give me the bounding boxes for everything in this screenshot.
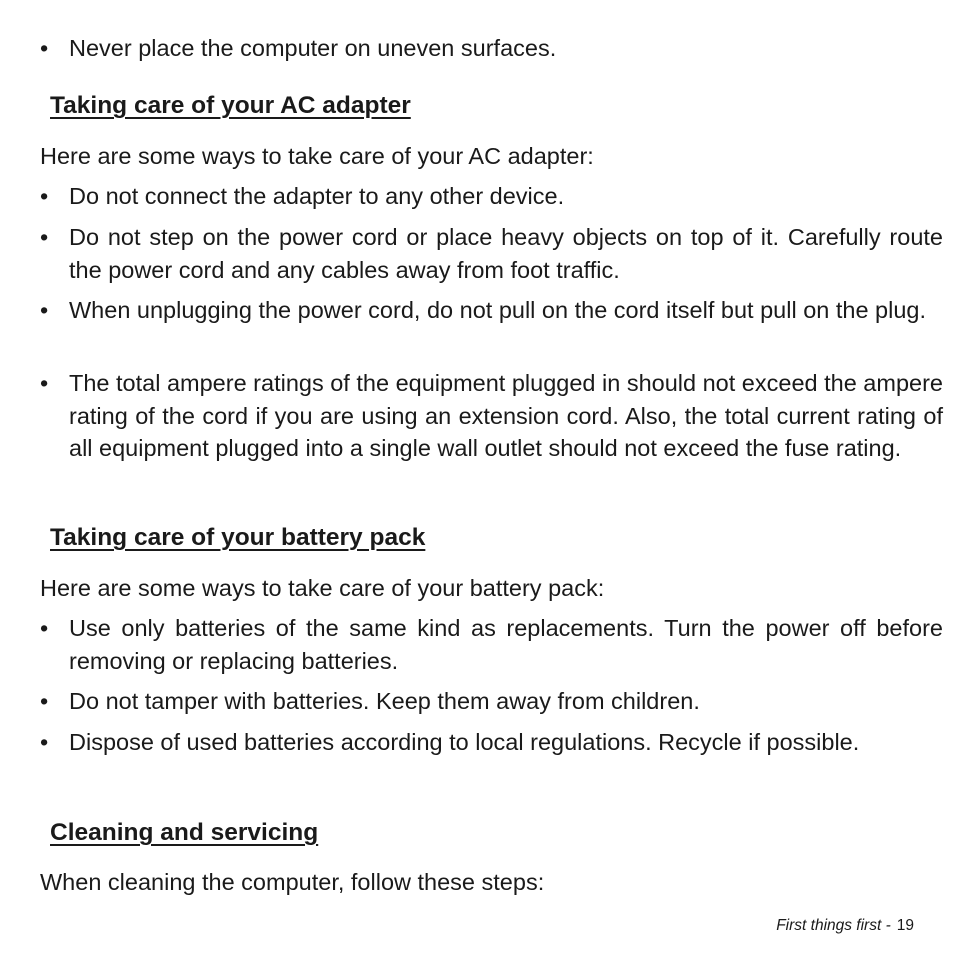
bullet-glyph: • [40,297,49,323]
list-item-text: Use only batteries of the same kind as replacements. Turn the power off before removing or replacing batteries. [69,615,943,674]
bullet-glyph: • [40,615,49,641]
bullet-glyph: • [40,35,49,61]
page-footer [776,917,914,935]
list-item-text: Do not tamper with batteries. Keep them away from children. [69,688,700,714]
section-intro: When cleaning the computer, follow these steps: [40,869,545,895]
section-heading-cleaning: Cleaning and servicing [50,819,319,846]
list-item-text: Do not step on the power cord or place heavy objects on top of it. Carefully route the power cord and any cables away from foot traffic. [69,224,943,283]
list-item-text: The total ampere ratings of the equipment plugged in should not exceed the ampere rating of the cord if you are using an extension cord. Also, the total current rating of all equipment plugged into a single wall outlet should not exceed the fuse rating. [69,370,943,461]
section-heading-ac-adapter: Taking care of your AC adapter [50,92,411,119]
list-item [40,685,943,718]
bullet-glyph: • [40,688,49,714]
bullet-glyph: • [40,370,49,396]
bullet-glyph: • [40,729,49,755]
section-intro: Here are some ways to take care of your AC adapter: [40,143,594,169]
list-item [40,612,943,677]
section-heading-battery-pack: Taking care of your battery pack [50,524,426,551]
page-number: 19 [896,917,914,934]
list-item [40,726,943,759]
list-item [40,294,943,327]
list-item-text: Dispose of used batteries according to local regulations. Recycle if possible. [69,729,860,755]
list-item [40,367,943,465]
bullet-glyph: • [40,183,49,209]
section-intro: Here are some ways to take care of your battery pack: [40,575,605,601]
bullet-glyph: • [40,224,49,250]
list-item [40,221,943,286]
list-item-text: When unplugging the power cord, do not pull on the cord itself but pull on the plug. [69,297,927,323]
list-item [40,180,943,213]
list-item [40,32,943,65]
footer-label: First things first - [776,917,891,934]
list-item-text: Do not connect the adapter to any other device. [69,183,565,209]
list-item-text: Never place the computer on uneven surfaces. [69,35,557,61]
